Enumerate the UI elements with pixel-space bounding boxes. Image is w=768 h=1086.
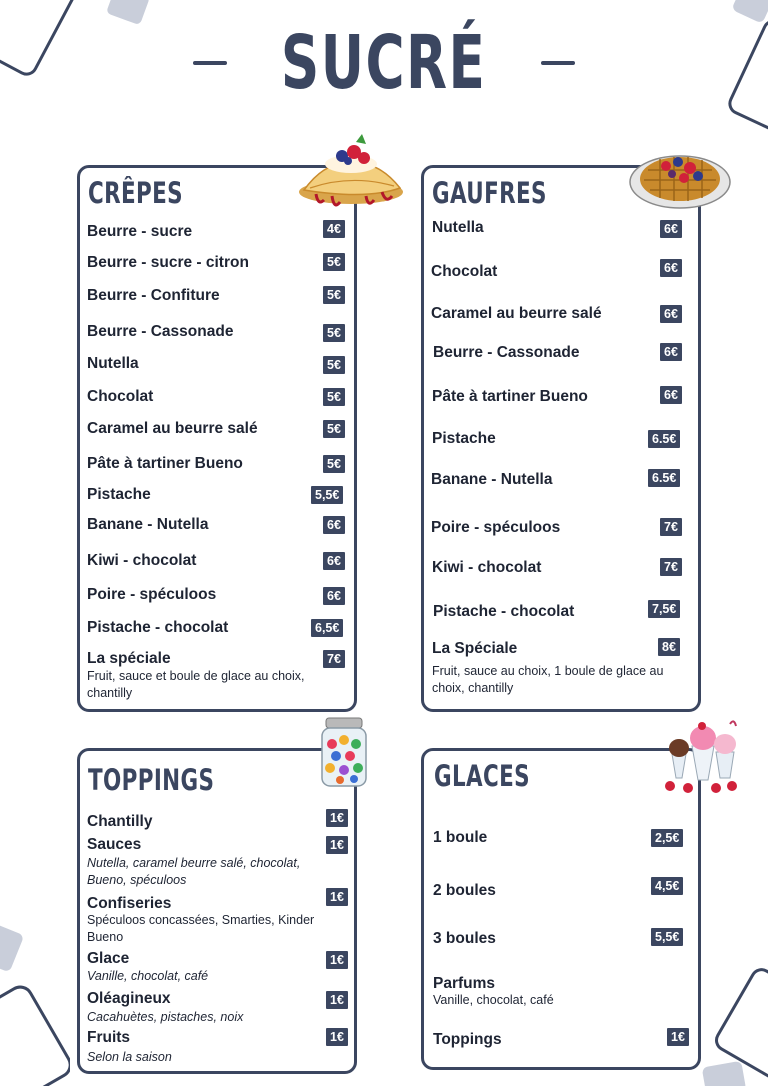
crepes-item-name: Pâte à tartiner Bueno — [87, 455, 243, 472]
toppings-item-description: Selon la saison — [87, 1050, 172, 1064]
crepes-item-price: 5€ — [323, 388, 345, 406]
glaces-item-price: 2,5€ — [651, 829, 683, 847]
crepes-item-price: 5€ — [323, 356, 345, 374]
toppings-item-price: 1€ — [326, 991, 348, 1009]
crepes-item-name: Pistache — [87, 486, 151, 503]
gaufres-item-name: Nutella — [432, 219, 484, 236]
crepes-item-name: Poire - spéculoos — [87, 586, 217, 603]
gaufres-item-name: Pistache — [432, 430, 496, 447]
toppings-item-name: Sauces — [87, 836, 142, 853]
glaces-item-price: 1€ — [667, 1028, 689, 1046]
toppings-heading: TOPPINGS — [88, 763, 215, 797]
gaufres-item-description: Fruit, sauce au choix, 1 boule de glace au choix, chantilly — [432, 664, 664, 695]
crepes-item-price: 5€ — [323, 455, 345, 473]
menu-header — [0, 18, 768, 108]
gaufres-item-name: Chocolat — [431, 263, 498, 280]
crepes-item-name: Caramel au beurre salé — [87, 420, 258, 437]
glaces-item-name: Toppings — [433, 1031, 502, 1048]
crepes-item-price: 6€ — [323, 552, 345, 570]
candy-jar-icon — [318, 716, 370, 790]
toppings-item-name: Fruits — [87, 1029, 131, 1046]
crepes-item-name: Beurre - sucre - citron — [87, 254, 249, 271]
gaufres-item-name: Caramel au beurre salé — [431, 305, 602, 322]
gaufres-item-name: Kiwi - chocolat — [432, 559, 542, 576]
toppings-item-name: Oléagineux — [87, 990, 171, 1007]
gaufres-item-price: 6€ — [660, 259, 682, 277]
corner-frame-bottom-left — [0, 920, 70, 1086]
gaufres-item-price: 6.5€ — [648, 430, 680, 448]
toppings-item-description: Spéculoos concassées, Smarties, Kinder Bueno — [87, 913, 315, 944]
crepes-item-name: Chocolat — [87, 388, 154, 405]
crepes-item-price: 5€ — [323, 324, 345, 342]
crepes-item-name: Banane - Nutella — [87, 516, 209, 533]
crepes-item-price: 5,5€ — [311, 486, 343, 504]
glaces-item-description: Vanille, chocolat, café — [433, 993, 554, 1007]
crepe-icon — [296, 130, 406, 212]
gaufres-item-name: Pâte à tartiner Bueno — [432, 388, 588, 405]
gaufres-item-price: 6€ — [660, 305, 682, 323]
corner-frame-bottom-right — [690, 960, 768, 1086]
crepes-item-name: Kiwi - chocolat — [87, 552, 197, 569]
waffle-icon — [628, 146, 732, 212]
crepes-item-price: 6€ — [323, 587, 345, 605]
title-dash-left — [193, 61, 227, 65]
gaufres-item-name: Poire - spéculoos — [431, 519, 561, 536]
crepes-item-name: Beurre - sucre — [87, 223, 193, 240]
crepes-item-price: 6€ — [323, 516, 345, 534]
crepes-item-price: 5€ — [323, 253, 345, 271]
gaufres-item-name: Banane - Nutella — [431, 471, 553, 488]
crepes-item-name: Nutella — [87, 355, 139, 372]
toppings-item-description: Cacahuètes, pistaches, noix — [87, 1010, 244, 1024]
gaufres-item-price: 6€ — [660, 386, 682, 404]
crepes-item-name: La spéciale — [87, 650, 171, 667]
toppings-item-price: 1€ — [326, 836, 348, 854]
glaces-item-name: Parfums — [433, 975, 496, 992]
crepes-item-description: Fruit, sauce et boule de glace au choix, chantilly — [87, 669, 305, 700]
crepes-item-name: Beurre - Confiture — [87, 287, 220, 304]
sundae-icon — [662, 716, 742, 796]
gaufres-item-price: 7€ — [660, 518, 682, 536]
glaces-item-name: 2 boules — [433, 882, 496, 899]
glaces-item-price: 5,5€ — [651, 928, 683, 946]
crepes-item-price: 5€ — [323, 420, 345, 438]
gaufres-item-price: 6€ — [660, 343, 682, 361]
gaufres-item-name: Pistache - chocolat — [433, 603, 575, 620]
glaces-panel — [421, 748, 701, 1070]
toppings-item-description: Vanille, chocolat, café — [87, 969, 209, 983]
crepes-item-name: Pistache - chocolat — [87, 619, 229, 636]
gaufres-item-price: 7,5€ — [648, 600, 680, 618]
page-title: SUCRÉ — [281, 20, 487, 106]
toppings-item-name: Confiseries — [87, 895, 172, 912]
gaufres-item-price: 7€ — [660, 558, 682, 576]
crepes-item-price: 5€ — [323, 286, 345, 304]
crepes-heading: CRÊPES — [88, 176, 183, 210]
crepes-item-price: 4€ — [323, 220, 345, 238]
glaces-heading: GLACES — [434, 759, 530, 793]
gaufres-heading: GAUFRES — [432, 176, 547, 210]
toppings-item-price: 1€ — [326, 951, 348, 969]
toppings-item-name: Glace — [87, 950, 130, 967]
glaces-item-price: 4,5€ — [651, 877, 683, 895]
glaces-item-name: 3 boules — [433, 930, 496, 947]
toppings-item-price: 1€ — [326, 809, 348, 827]
toppings-item-price: 1€ — [326, 1028, 348, 1046]
crepes-item-name: Beurre - Cassonade — [87, 323, 234, 340]
crepes-item-price: 6,5€ — [311, 619, 343, 637]
gaufres-item-price: 6€ — [660, 220, 682, 238]
glaces-item-name: 1 boule — [433, 829, 488, 846]
toppings-item-description: Nutella, caramel beurre salé, chocolat, Bueno, spéculoos — [87, 856, 301, 887]
gaufres-item-name: Beurre - Cassonade — [433, 344, 580, 361]
crepes-item-price: 7€ — [323, 650, 345, 668]
toppings-item-name: Chantilly — [87, 813, 153, 830]
gaufres-item-name: La Spéciale — [432, 640, 518, 657]
title-dash-right — [541, 61, 575, 65]
toppings-item-price: 1€ — [326, 888, 348, 906]
gaufres-item-price: 8€ — [658, 638, 680, 656]
gaufres-item-price: 6.5€ — [648, 469, 680, 487]
